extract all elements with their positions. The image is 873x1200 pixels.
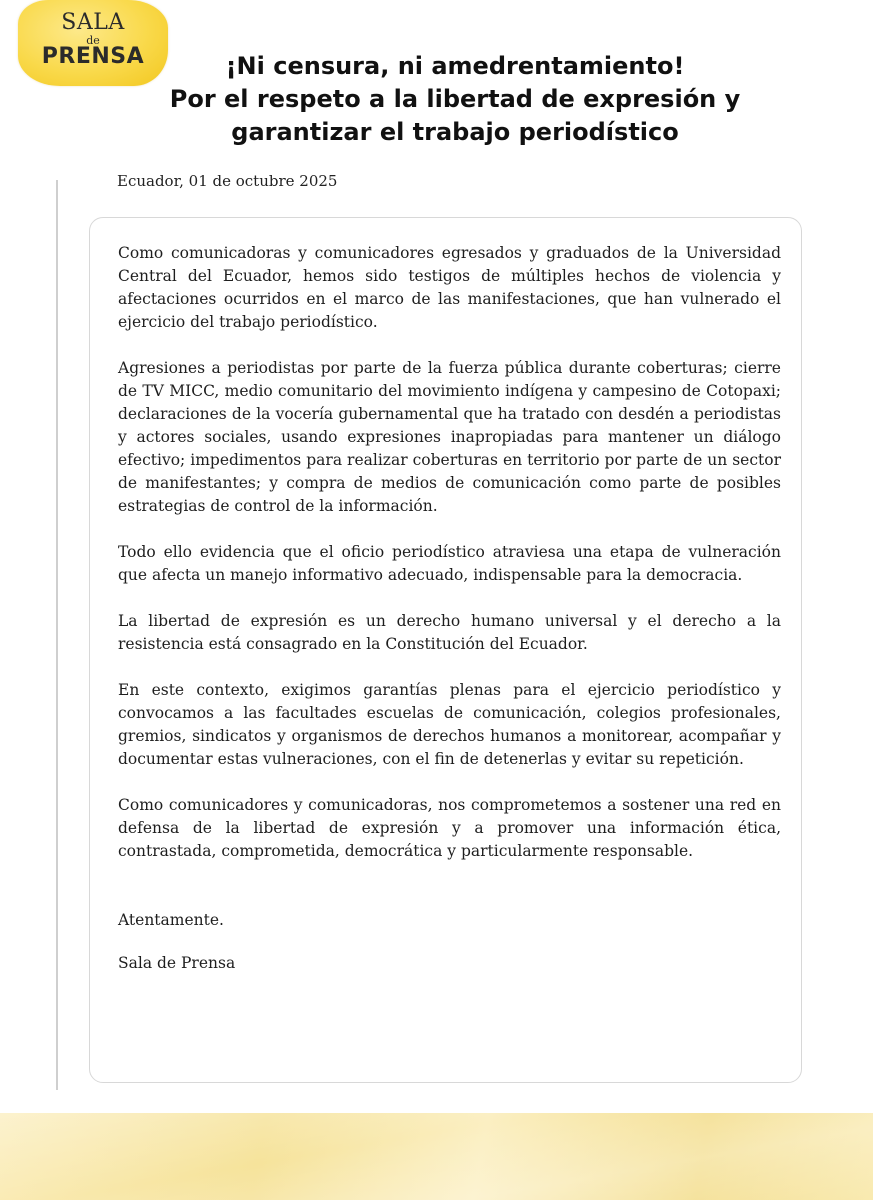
title-line-1: ¡Ni censura, ni amedrentamiento! <box>225 52 685 80</box>
dateline: Ecuador, 01 de octubre 2025 <box>117 172 338 190</box>
logo-text-sala: SALA <box>61 10 125 35</box>
title-line-2: Por el respeto a la libertad de expresión y <box>169 85 741 113</box>
paragraph-1: Como comunicadoras y comunicadores egresados y graduados de la Universidad Central del Ecuador, hemos sido testigos de múltiples hechos de violencia y afectaciones ocurridos en el marco de las manifestaciones, que han vulnerado el ejercicio del trabajo periodístico. <box>118 244 781 331</box>
title-line-3: garantizar el trabajo periodístico <box>231 118 679 146</box>
signature: Sala de Prensa <box>118 954 236 972</box>
paragraph-5: En este contexto, exigimos garantías plenas para el ejercicio periodístico y convocamos a las facultades escuelas de comunicación, colegios profesionales, gremios, sindicatos y organismos de derechos humanos a monitorear, acompañar y documentar estas vulneraciones, con el fin de detenerlas y evitar su repetición. <box>118 681 781 768</box>
logo-text-prensa: PRENSA <box>41 44 145 69</box>
statement-card <box>89 217 802 1083</box>
decorative-paper-strip <box>0 1113 873 1200</box>
margin-rule <box>56 180 58 1090</box>
document-title <box>120 50 790 149</box>
paragraph-3: Todo ello evidencia que el oficio periodístico atraviesa una etapa de vulneración que afecta un manejo informativo adecuado, indispensable para la democracia. <box>118 543 781 584</box>
paragraph-2: Agresiones a periodistas por parte de la fuerza pública durante coberturas; cierre de TV MICC, medio comunitario del movimiento indígena y campesino de Cotopaxi; declaraciones de la vocería gubernamental que ha tratado con desdén a periodistas y actores sociales, usando expresiones inapropiadas para mantener un diálogo efectivo; impedimentos para realizar coberturas en territorio por parte de un sector de manifestantes; y compra de medios de comunicación como parte de posibles estrategias de control de la información. <box>118 359 781 515</box>
paragraph-6: Como comunicadores y comunicadoras, nos comprometemos a sostener una red en defensa de la libertad de expresión y a promover una información ética, contrastada, comprometida, democrática y particularmente responsable. <box>118 796 781 860</box>
paragraph-4: La libertad de expresión es un derecho humano universal y el derecho a la resistencia está consagrado en la Constitución del Ecuador. <box>118 612 781 653</box>
closing: Atentamente. <box>118 911 224 929</box>
statement-body <box>118 242 781 975</box>
logo-text-de: de <box>86 34 100 47</box>
